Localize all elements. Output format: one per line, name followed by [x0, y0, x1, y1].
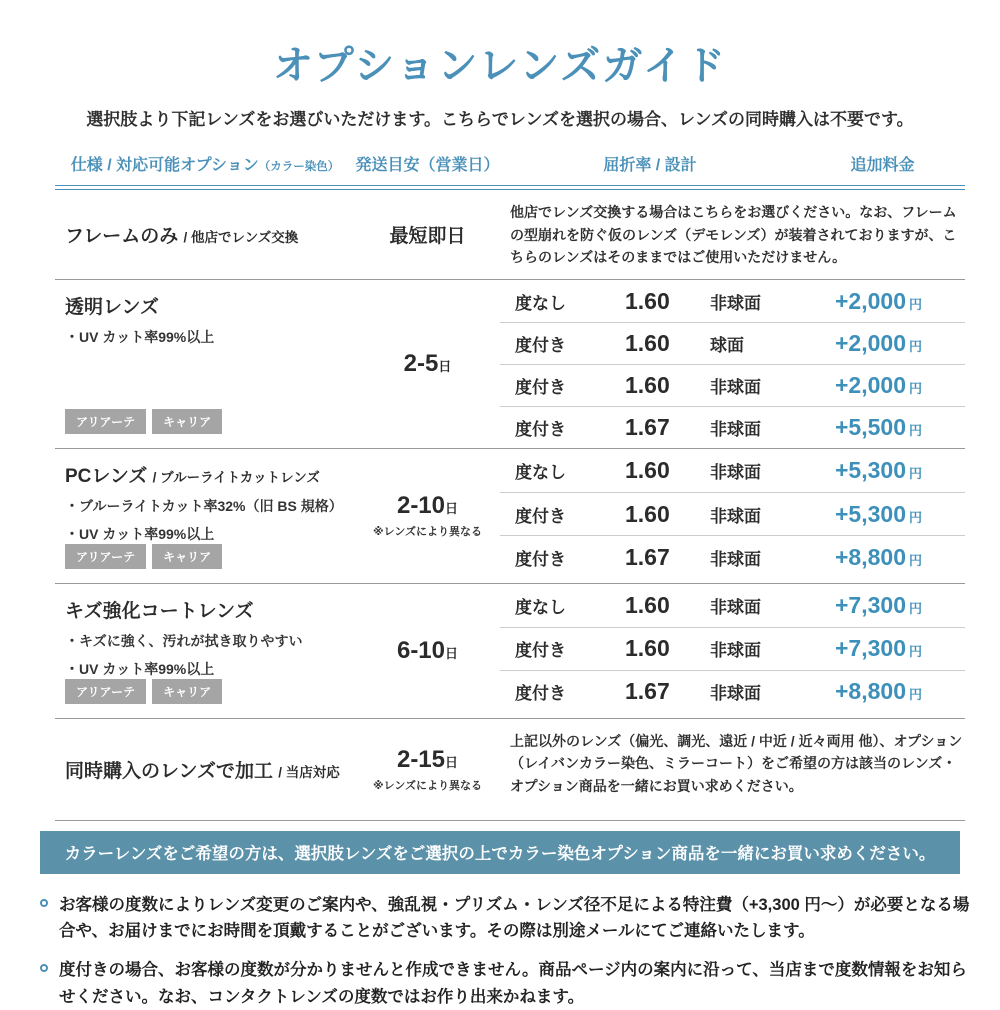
option-index: 1.67 — [625, 543, 670, 570]
option-power: 度なし — [515, 597, 566, 617]
spec-bullet: ・UV カット率99%以上 — [65, 660, 215, 677]
option-power: 度付き — [515, 336, 566, 356]
shipping-value — [355, 746, 500, 774]
detail-cell — [500, 190, 965, 279]
note-text: 度付きの場合、お客様の度数が分かりませんと作成できません。商品ページ内の案内に沿って、当店まで度数情報をお知らせください。なお、コンタクトレンズの度数ではお作り出来かねます。 — [59, 961, 967, 1006]
tag-ariarte: アリアーテ — [65, 544, 146, 569]
option-design: 非球面 — [710, 684, 761, 704]
shipping-days-unit: 日 — [438, 359, 452, 375]
option-price-value: +8,800 — [835, 543, 906, 570]
shipping-days: 2-10 — [396, 492, 446, 520]
shipping-cell — [355, 746, 500, 793]
row-title — [65, 221, 355, 248]
spec-bullet: ・UV カット率99%以上 — [65, 329, 215, 346]
option-row — [500, 449, 965, 492]
option-price-unit: 円 — [909, 552, 923, 568]
shipping-cell — [355, 637, 500, 665]
row-title: 透明レンズ — [65, 297, 159, 319]
spec-bullet: ・キズに強く、汚れが拭き取りやすい — [65, 632, 303, 649]
row-description: 上記以外のレンズ（偏光、調光、遠近 / 中近 / 近々両用 他）、オプション（レイバンカラー染色、ミラーコート）をご希望の方は該当のレンズ・オプション商品を一緒にお買い求めください。 — [510, 732, 963, 794]
option-price-value: +5,500 — [835, 414, 906, 441]
option-price-value: +5,300 — [835, 457, 906, 484]
option-price-unit: 円 — [909, 339, 923, 355]
option-price — [835, 678, 922, 705]
option-index: 1.60 — [625, 330, 670, 357]
option-design: 非球面 — [710, 641, 761, 661]
shipping-days-unit: 日 — [445, 754, 459, 770]
header-spec-small-label: （カラー染色） — [258, 161, 340, 173]
option-price-unit: 円 — [909, 466, 923, 482]
detail-cell — [500, 719, 965, 820]
shipping-value — [355, 492, 500, 520]
notes-section — [40, 892, 982, 1010]
detail-cell — [500, 449, 965, 583]
spec-cell — [55, 449, 355, 583]
option-row — [500, 535, 965, 578]
option-price-value: +7,300 — [835, 591, 906, 618]
option-design: 非球面 — [710, 506, 761, 526]
row-title-suffix: / 他店でレンズ交換 — [183, 230, 299, 245]
option-price-unit: 円 — [909, 600, 923, 616]
tag-career: キャリア — [152, 409, 222, 434]
option-price-value: +2,000 — [835, 372, 906, 399]
option-design: 球面 — [710, 336, 744, 356]
option-price-value: +2,000 — [835, 287, 906, 314]
shipping-days: 6-10 — [396, 636, 446, 664]
shipping-days: 2-5 — [403, 350, 439, 378]
shipping-value: 最短即日 — [389, 226, 466, 247]
circle-bullet-icon — [40, 964, 48, 972]
option-price — [835, 635, 922, 662]
note-item — [40, 892, 982, 945]
option-price — [835, 592, 922, 619]
option-index: 1.60 — [625, 287, 670, 314]
table-row-scratch-coat-lens — [55, 584, 965, 719]
row-title-suffix: / ブルーライトカットレンズ — [152, 470, 320, 486]
shipping-days-unit: 日 — [445, 645, 459, 661]
option-design: 非球面 — [710, 463, 761, 483]
option-power: 度なし — [515, 463, 566, 483]
table-row-purchased-lens-processing — [55, 719, 965, 821]
shipping-value — [355, 350, 500, 378]
row-title — [65, 756, 355, 783]
tag-career: キャリア — [152, 544, 222, 569]
option-price — [835, 372, 922, 399]
option-design: 非球面 — [710, 378, 761, 398]
page-subtitle: 選択肢より下記レンズをお選びいただけます。こちらでレンズを選択の場合、レンズの同時購入は不要です。 — [86, 110, 914, 129]
header-spec — [55, 152, 355, 175]
option-design: 非球面 — [710, 420, 761, 440]
table-row-frame-only — [55, 190, 965, 280]
option-power: 度付き — [515, 641, 566, 661]
option-row — [500, 670, 965, 713]
spec-cell — [55, 190, 355, 279]
option-power: 度付き — [515, 684, 566, 704]
table-row-pc-lens — [55, 449, 965, 584]
spec-cell — [55, 584, 355, 718]
option-index: 1.60 — [625, 635, 670, 662]
option-index: 1.67 — [625, 678, 670, 705]
spec-cell — [55, 719, 355, 820]
option-index: 1.60 — [625, 591, 670, 618]
row-title-suffix: / 当店対応 — [278, 764, 340, 780]
option-row — [500, 627, 965, 670]
option-price-unit: 円 — [909, 687, 923, 703]
row-title: キズ強化コートレンズ — [65, 600, 254, 622]
shipping-cell — [355, 350, 500, 378]
option-price — [835, 544, 922, 571]
shipping-cell — [355, 492, 500, 539]
row-title — [65, 461, 355, 488]
tag-ariarte: アリアーテ — [65, 679, 146, 704]
row-title-main: フレームのみ — [65, 226, 179, 247]
detail-cell — [500, 280, 965, 448]
option-power: 度付き — [515, 420, 566, 440]
table-header-row — [55, 152, 965, 175]
header-spec-label: 仕様 / 対応可能オプション — [70, 157, 259, 174]
option-price-value: +7,300 — [835, 635, 906, 662]
spec-bullet: ・UV カット率99%以上 — [65, 525, 215, 542]
option-row — [500, 406, 965, 448]
option-price — [835, 457, 922, 484]
color-lens-banner: カラーレンズをご希望の方は、選択肢レンズをご選択の上でカラー染色オプション商品を一緒にお買い求めください。 — [40, 831, 960, 874]
option-price-unit: 円 — [909, 296, 923, 312]
option-price-value: +2,000 — [835, 330, 906, 357]
options-table — [55, 152, 965, 821]
spec-cell — [55, 280, 355, 448]
shipping-note: ※レンズにより異なる — [372, 779, 483, 792]
option-power: 度付き — [515, 549, 566, 569]
option-price — [835, 330, 922, 357]
option-power: 度付き — [515, 378, 566, 398]
option-price-value: +8,800 — [835, 678, 906, 705]
option-price-unit: 円 — [909, 381, 923, 397]
row-title-main: PCレンズ — [65, 466, 148, 488]
note-item — [40, 957, 982, 1010]
option-power: 度付き — [515, 506, 566, 526]
option-index: 1.60 — [625, 372, 670, 399]
shipping-cell — [355, 221, 500, 248]
tag-list — [65, 679, 355, 704]
table-row-clear-lens — [55, 280, 965, 449]
tag-list — [65, 409, 355, 434]
option-index: 1.60 — [625, 500, 670, 527]
option-price-unit: 円 — [909, 423, 923, 439]
note-text: お客様の度数によりレンズ変更のご案内や、強乱視・プリズム・レンズ径不足による特注費（+3,300 円～）が必要となる場合や、お届けまでにお時間を頂戴することがございます。その際は別途メールにてご連絡いたします。 — [59, 895, 970, 941]
header-refraction: 屈折率 / 設計 — [603, 157, 697, 174]
tag-list — [65, 544, 355, 569]
shipping-days: 2-15 — [396, 745, 446, 773]
option-price-unit: 円 — [909, 644, 923, 660]
tag-ariarte: アリアーテ — [65, 409, 146, 434]
option-price — [835, 501, 922, 528]
option-power: 度なし — [515, 293, 566, 313]
option-row — [500, 322, 965, 364]
option-index: 1.67 — [625, 414, 670, 441]
option-price — [835, 288, 922, 315]
tag-career: キャリア — [152, 679, 222, 704]
page-title: オプションレンズガイド — [273, 44, 727, 88]
option-index: 1.60 — [625, 457, 670, 484]
option-design: 非球面 — [710, 293, 761, 313]
option-row — [500, 280, 965, 322]
row-description: 他店でレンズ交換する場合はこちらをお選びください。なお、フレームの型崩れを防ぐ仮のレンズ（デモレンズ）が装着されておりますが、こちらのレンズはそのままではご使用いただけません。 — [510, 204, 957, 266]
shipping-value — [355, 637, 500, 665]
option-price — [835, 414, 922, 441]
option-design: 非球面 — [710, 549, 761, 569]
option-price-value: +5,300 — [835, 500, 906, 527]
header-price: 追加料金 — [850, 157, 915, 174]
detail-cell — [500, 584, 965, 718]
option-row — [500, 364, 965, 406]
option-row — [500, 492, 965, 535]
shipping-days-unit: 日 — [445, 501, 459, 517]
header-shipping: 発送目安（営業日） — [355, 157, 500, 174]
spec-bullet: ・ブルーライトカット率32%（旧 BS 規格） — [65, 498, 343, 515]
option-row — [500, 584, 965, 627]
circle-bullet-icon — [40, 899, 48, 907]
option-price-unit: 円 — [909, 509, 923, 525]
option-design: 非球面 — [710, 597, 761, 617]
shipping-note: ※レンズにより異なる — [372, 526, 483, 539]
row-title-main: 同時購入のレンズで加工 — [65, 760, 273, 782]
